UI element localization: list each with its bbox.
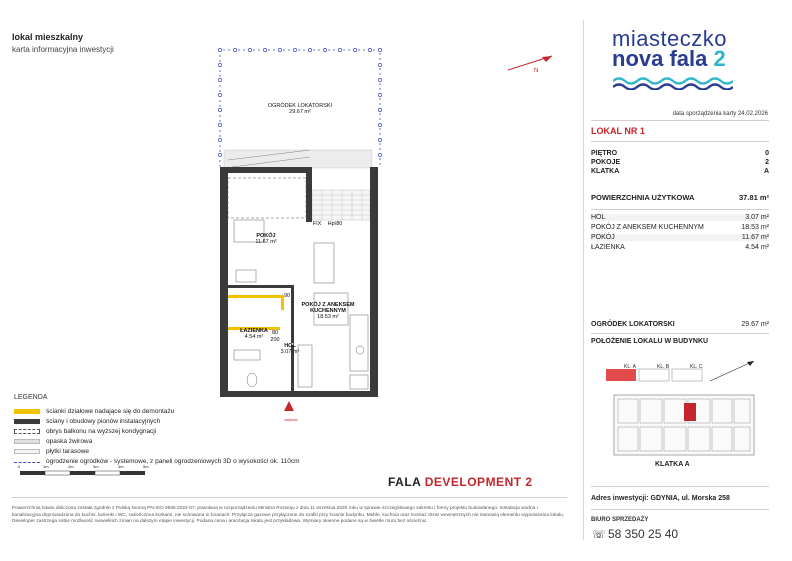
legend-item: płytki tarasowe	[14, 448, 89, 455]
legend-swatch	[14, 429, 40, 434]
info-floor: PIĘTRO 0	[591, 150, 769, 157]
plan-room1-label: POKÓJ 11.67 m²	[255, 233, 277, 245]
legend-swatch	[14, 439, 40, 444]
location-title: POŁOŻENIE LOKALU W BUDYNKU	[591, 338, 709, 345]
logo-waves-icon	[613, 76, 733, 90]
klatka-a-label: KL. A	[624, 364, 636, 370]
panel-divider	[583, 20, 584, 540]
phone-icon: ☏	[592, 529, 606, 541]
legend-swatch	[14, 409, 40, 414]
scale-2: 2m	[68, 464, 74, 469]
logo-line2: nova fala 2	[612, 46, 726, 71]
building-location-map	[604, 355, 766, 459]
scale-3: 3m	[93, 464, 99, 469]
investment-address: Adres inwestycji: GDYNIA, ul. Morska 258	[591, 495, 730, 502]
north-arrow-icon	[500, 52, 560, 76]
legend-item: ogrodzenie ogródków - systemowe, z paneli ogrodzeniowych 3D o wysokości ok. 110cm	[14, 458, 300, 465]
rule	[591, 209, 769, 210]
footer-disclaimer: Powierzchnia lokalu obliczona została zgodnie z Polską Normą PN-ISO 9836:2022-07, powołaną w rozporządzeniu Ministra Rozwoju z dnia 11 września 2020 roku w sprawie szczegółowego zakresu i formy projektu budowlanego. Instalacja wodna i kanalizacyjna doprowadzona do kuchni, łazienki i WC, zakończona korkami, nie schowana w ścianach. Przyłącza gazowe przyłączone do szafki przy ścianie budynku. Meble, kuchnia oraz montaż drzwi wewnętrznych nie stanowią elementu wyposażenia lokalu. Deweloper zastrzega sobie możliwość niewielkich zmian na dalszym etapie inwestycji. Podana cena i aranżacja lokalu jest przykładowa. Wymiary okienne podane są w świetle muru bez ościeżnic.	[12, 506, 565, 524]
plan-fix-label: FIX	[312, 221, 322, 227]
document-subtitle: karta informacyjna inwestycji	[12, 45, 114, 54]
plan-hol-label: HOL 3.07 m²	[280, 343, 300, 355]
entrance-arrow-icon	[284, 401, 294, 411]
klatka-b-label: KL. B	[657, 364, 670, 370]
floor-plan	[190, 45, 400, 415]
scale-5: 5m	[143, 464, 149, 469]
rule	[591, 120, 769, 121]
legend-title: LEGENDA	[14, 394, 48, 401]
plan-bath-label: ŁAZIENKA 4.54 m²	[240, 328, 268, 340]
info-stairwell: KLATKA A	[591, 168, 769, 175]
rule	[591, 141, 769, 142]
developer-brand: FALA DEVELOPMENT 2	[388, 475, 533, 489]
entrance-label: wejście	[284, 417, 298, 422]
footer-rule	[12, 497, 567, 498]
legend-swatch	[14, 419, 40, 424]
info-rooms: POKOJE 2	[591, 159, 769, 166]
plan-door-80: 80	[271, 330, 279, 336]
room-row: POKÓJ Z ANEKSEM KUCHENNYM 18.53 m²	[591, 224, 769, 231]
legend-swatch	[14, 462, 40, 463]
legend-item: opaska żwirowa	[14, 438, 92, 445]
scale-0: 0	[18, 464, 21, 469]
unit-title: LOKAL NR 1	[591, 126, 645, 136]
room-row: ŁAZIENKA 4.54 m²	[591, 244, 769, 251]
svg-text:N: N	[534, 68, 539, 74]
plan-door-label: Hp\80	[327, 221, 343, 227]
card-date: data sporządzenia karty 24.02.2026	[672, 111, 768, 117]
rule	[591, 333, 769, 334]
plan-door-200: 200	[270, 337, 280, 343]
rule	[591, 486, 769, 487]
rule	[591, 509, 769, 510]
plan-garden-label: OGRÓDEK LOKATORSKI 29.67 m²	[267, 103, 333, 115]
klatka-caption: KLATKA A	[655, 461, 690, 468]
logo-line1: miasteczko	[612, 26, 728, 51]
room-row: HOL 3.07 m²	[591, 214, 769, 221]
legend-swatch	[14, 449, 40, 454]
document-title: lokal mieszkalny	[12, 32, 84, 42]
legend-item: obrys balkonu na wyższej kondygnacji	[14, 428, 156, 435]
sales-phone[interactable]: 58 350 25 40	[608, 527, 679, 541]
legend-item: ściany i obudowy pionów instalacyjnych	[14, 418, 160, 425]
garden-row: OGRÓDEK LOKATORSKI 29.67 m²	[591, 321, 769, 328]
room-row: POKÓJ 11.67 m²	[591, 234, 769, 241]
sales-office-label: BIURO SPRZEDAŻY	[591, 517, 649, 523]
scale-1: 1m	[43, 464, 49, 469]
plan-door-90: 90	[283, 293, 291, 299]
area-total: POWIERZCHNIA UŻYTKOWA 37.81 m²	[591, 193, 769, 202]
plan-room2-label: POKÓJ Z ANEKSEM KUCHENNYM 18.53 m²	[301, 302, 355, 320]
klatka-c-label: KL. C	[690, 364, 703, 370]
legend-item: ścianki działowe nadające się do demontażu	[14, 408, 174, 415]
scale-4: 4m	[118, 464, 124, 469]
